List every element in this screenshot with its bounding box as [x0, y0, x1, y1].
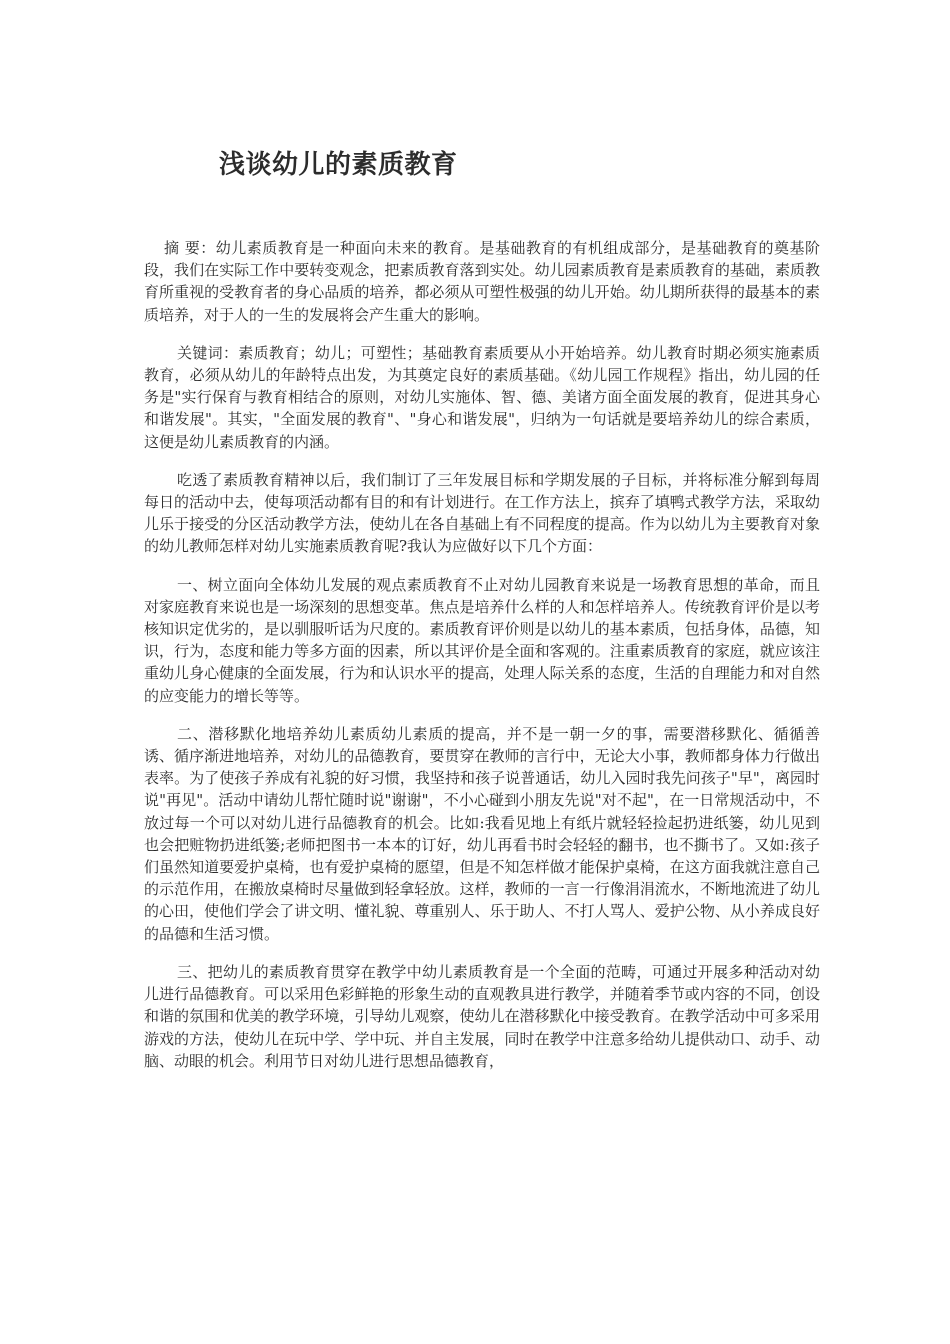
section-two-paragraph: 二、潜移默化地培养幼儿素质幼儿素质的提高，并不是一朝一夕的事，需要潜移默化、循循善诱、循序渐进地培养，对幼儿的品德教育，要贯穿在教师的言行中，无论大小事，教师都身体力行做出表率。为了使孩子养成有礼貌的好习惯，我坚持和孩子说普通话，幼儿入园时我先问孩子"早"，离园时说"再见"。活动中请幼儿帮忙随时说"谢谢"，不小心碰到小朋友先说"对不起"，在一日常规活动中，不放过每一个可以对幼儿进行品德教育的机会。比如:我看见地上有纸片就轻轻捡起扔进纸篓，幼儿见到也会把赃物扔进纸篓;老师把图书一本本的订好，幼儿再看书时会轻轻的翻书，也不撕书了。又如:孩子们虽然知道要爱护桌椅，也有爱护桌椅的愿望，但是不知怎样做才能保护桌椅，在这方面我就注意自己的示范作用，在搬放桌椅时尽量做到轻拿轻放。这样，教师的一言一行像涓涓流水，不断地流进了幼儿的心田，使他们学会了讲文明、懂礼貌、尊重别人、乐于助人、不打人骂人、爱护公物、从小养成良好的品德和生活习惯。: [144, 724, 820, 943]
section-three-paragraph: 三、把幼儿的素质教育贯穿在教学中幼儿素质教育是一个全面的范畴，可通过开展多种活动对幼儿进行品德教育。可以采用色彩鲜艳的形象生动的直观教具进行教学，并随着季节或内容的不同，创设和谐的氛围和优美的教学环境，引导幼儿观察，使幼儿在潜移默化中接受教育。在教学活动中可多采用游戏的方法，使幼儿在玩中学、学中玩、并自主发展，同时在教学中注意多给幼儿提供动口、动手、动脑、动眼的机会。利用节日对幼儿进行思想品德教育，: [144, 962, 820, 1070]
document-title: 浅谈幼儿的素质教育: [219, 150, 458, 180]
section-one-paragraph: 一、树立面向全体幼儿发展的观点素质教育不止对幼儿园教育来说是一场教育思想的革命，而且对家庭教育来说也是一场深刻的思想变革。焦点是培养什么样的人和怎样培养人。传统教育评价是以考核知识定优劣的，是以驯服听话为尺度的。素质教育评价则是以幼儿的基本素质，包括身体，品德，知识，行为，态度和能力等多方面的因素，所以其评价是全面和客观的。注重素质教育的家庭，就应该注重幼儿身心健康的全面发展，行为和认识水平的提高，处理人际关系的态度，生活的自理能力和对自然的应变能力的增长等等。: [144, 575, 820, 705]
abstract-paragraph: 摘 要：幼儿素质教育是一种面向未来的教育。是基础教育的有机组成部分，是基础教育的奠基阶段，我们在实际工作中要转变观念，把素质教育落到实处。幼儿园素质教育是素质教育的基础，素质教育所重视的受教育者的身心品质的培养，都必须从可塑性极强的幼儿开始。幼儿期所获得的最基本的素质培养，对于人的一生的发展将会产生重大的影响。: [144, 239, 820, 324]
document-body: [144, 237, 820, 1088]
body-paragraph: 吃透了素质教育精神以后，我们制订了三年发展目标和学期发展的子目标，并将标准分解到每周每日的活动中去，使每项活动都有目的和有计划进行。在工作方法上，摈弃了填鸭式教学方法，采取幼儿乐于接受的分区活动教学方法，使幼儿在各自基础上有不同程度的提高。作为以幼儿为主要教育对象的幼儿教师怎样对幼儿实施素质教育呢?我认为应做好以下几个方面：: [144, 470, 820, 556]
keywords-paragraph: 关键词：素质教育；幼儿；可塑性；基础教育素质要从小开始培养。幼儿教育时期必须实施素质教育，必须从幼儿的年龄特点出发，为其奠定良好的素质基础。《幼儿园工作规程》指出，幼儿园的任务是"实行保育与教育相结合的原则，对幼儿实施体、智、德、美诸方面全面发展的教育，促进其身心和谐发展"。其实，"全面发展的教育"、"身心和谐发展"，归纳为一句话就是要培养幼儿的综合素质，这便是幼儿素质教育的内涵。: [144, 343, 820, 451]
